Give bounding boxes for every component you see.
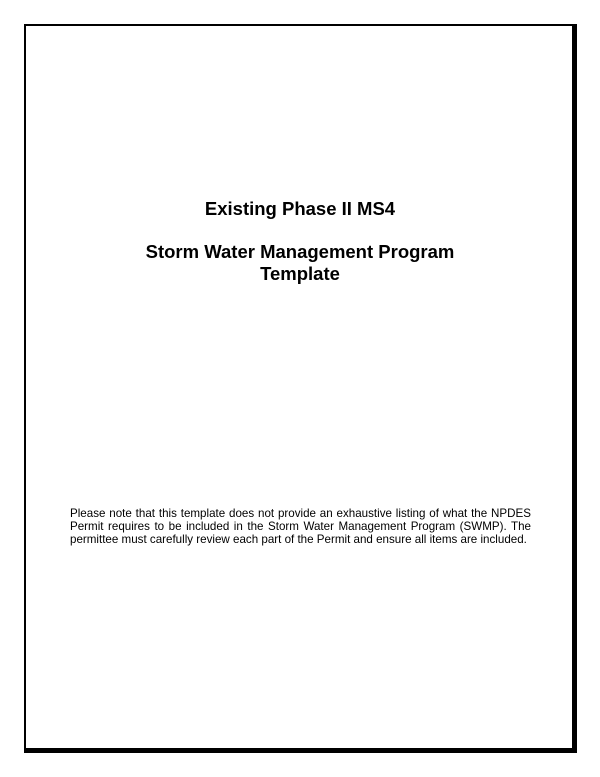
document-subtitle-continued: Template	[260, 263, 340, 284]
document-subtitle: Storm Water Management Program	[145, 241, 455, 262]
title-block	[30, 198, 570, 285]
page-border	[24, 24, 577, 753]
disclaimer-note: Please note that this template does not provide an exhaustive listing of what the NPDES Permit requires to be included in the Storm Water Management Program (SWMP). The permittee must carefully review each part of the Permit and ensure all items are included.	[70, 507, 531, 546]
document-title: Existing Phase II MS4	[204, 198, 396, 219]
